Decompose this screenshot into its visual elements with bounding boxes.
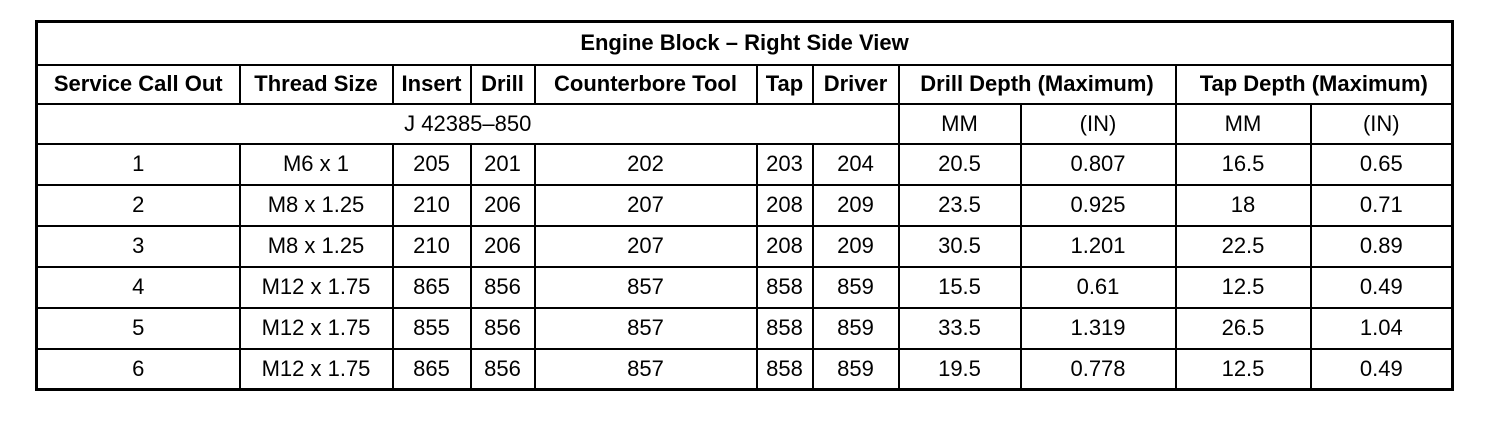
cell-drill-depth-mm: 33.5	[899, 308, 1021, 349]
cell-thread-size: M12 x 1.75	[240, 349, 393, 390]
table-title: Engine Block – Right Side View	[37, 22, 1453, 65]
cell-insert: 210	[393, 185, 471, 226]
cell-tap-depth-mm: 26.5	[1176, 308, 1311, 349]
cell-call-out: 4	[37, 267, 240, 308]
cell-drill-depth-in: 1.201	[1021, 226, 1176, 267]
unit-drill-in: (IN)	[1021, 104, 1176, 144]
unit-tap-mm: MM	[1176, 104, 1311, 144]
cell-counterbore-tool: 207	[535, 226, 757, 267]
cell-counterbore-tool: 207	[535, 185, 757, 226]
cell-drill-depth-mm: 23.5	[899, 185, 1021, 226]
table-row	[37, 308, 1453, 349]
cell-drill-depth-in: 0.61	[1021, 267, 1176, 308]
cell-tap-depth-mm: 12.5	[1176, 267, 1311, 308]
cell-call-out: 5	[37, 308, 240, 349]
cell-drill-depth-mm: 19.5	[899, 349, 1021, 390]
header-tap: Tap	[757, 65, 813, 104]
cell-driver: 859	[813, 267, 899, 308]
header-thread-size: Thread Size	[240, 65, 393, 104]
cell-thread-size: M8 x 1.25	[240, 185, 393, 226]
cell-insert: 865	[393, 267, 471, 308]
cell-tap-depth-in: 0.65	[1311, 144, 1453, 185]
cell-insert: 865	[393, 349, 471, 390]
table-row	[37, 349, 1453, 390]
cell-drill: 206	[471, 185, 535, 226]
header-drill-depth: Drill Depth (Maximum)	[899, 65, 1176, 104]
cell-driver: 859	[813, 308, 899, 349]
table-subheader-row	[37, 104, 1453, 144]
cell-counterbore-tool: 857	[535, 267, 757, 308]
table-row	[37, 144, 1453, 185]
cell-drill-depth-mm: 15.5	[899, 267, 1021, 308]
cell-insert: 855	[393, 308, 471, 349]
cell-thread-size: M6 x 1	[240, 144, 393, 185]
header-service-call-out: Service Call Out	[37, 65, 240, 104]
cell-drill: 206	[471, 226, 535, 267]
header-drill: Drill	[471, 65, 535, 104]
cell-drill-depth-mm: 30.5	[899, 226, 1021, 267]
header-tap-depth: Tap Depth (Maximum)	[1176, 65, 1453, 104]
cell-drill-depth-in: 0.778	[1021, 349, 1176, 390]
cell-call-out: 2	[37, 185, 240, 226]
cell-tap-depth-in: 0.89	[1311, 226, 1453, 267]
cell-driver: 209	[813, 185, 899, 226]
cell-counterbore-tool: 857	[535, 349, 757, 390]
cell-drill: 856	[471, 308, 535, 349]
table-row	[37, 267, 1453, 308]
cell-tap-depth-mm: 16.5	[1176, 144, 1311, 185]
cell-tap-depth-in: 0.49	[1311, 267, 1453, 308]
cell-tap: 858	[757, 308, 813, 349]
table-header-row	[37, 65, 1453, 104]
cell-drill: 856	[471, 267, 535, 308]
cell-tap-depth-in: 0.49	[1311, 349, 1453, 390]
cell-drill-depth-mm: 20.5	[899, 144, 1021, 185]
cell-counterbore-tool: 857	[535, 308, 757, 349]
kit-number: J 42385–850	[37, 104, 899, 144]
table-title-row	[37, 22, 1453, 65]
thread-repair-table	[35, 20, 1454, 391]
cell-drill-depth-in: 0.925	[1021, 185, 1176, 226]
unit-tap-in: (IN)	[1311, 104, 1453, 144]
cell-tap-depth-mm: 18	[1176, 185, 1311, 226]
cell-tap-depth-in: 1.04	[1311, 308, 1453, 349]
cell-insert: 205	[393, 144, 471, 185]
cell-driver: 204	[813, 144, 899, 185]
cell-driver: 209	[813, 226, 899, 267]
cell-drill-depth-in: 1.319	[1021, 308, 1176, 349]
header-counterbore-tool: Counterbore Tool	[535, 65, 757, 104]
cell-thread-size: M8 x 1.25	[240, 226, 393, 267]
cell-drill: 201	[471, 144, 535, 185]
cell-insert: 210	[393, 226, 471, 267]
cell-counterbore-tool: 202	[535, 144, 757, 185]
cell-call-out: 1	[37, 144, 240, 185]
table-row	[37, 226, 1453, 267]
cell-tap: 858	[757, 267, 813, 308]
unit-drill-mm: MM	[899, 104, 1021, 144]
cell-tap-depth-mm: 12.5	[1176, 349, 1311, 390]
cell-thread-size: M12 x 1.75	[240, 267, 393, 308]
header-driver: Driver	[813, 65, 899, 104]
table-row	[37, 185, 1453, 226]
cell-drill-depth-in: 0.807	[1021, 144, 1176, 185]
cell-tap-depth-in: 0.71	[1311, 185, 1453, 226]
cell-thread-size: M12 x 1.75	[240, 308, 393, 349]
header-insert: Insert	[393, 65, 471, 104]
cell-tap: 208	[757, 226, 813, 267]
cell-tap: 203	[757, 144, 813, 185]
cell-call-out: 3	[37, 226, 240, 267]
cell-tap: 858	[757, 349, 813, 390]
cell-drill: 856	[471, 349, 535, 390]
cell-driver: 859	[813, 349, 899, 390]
cell-tap-depth-mm: 22.5	[1176, 226, 1311, 267]
cell-tap: 208	[757, 185, 813, 226]
cell-call-out: 6	[37, 349, 240, 390]
